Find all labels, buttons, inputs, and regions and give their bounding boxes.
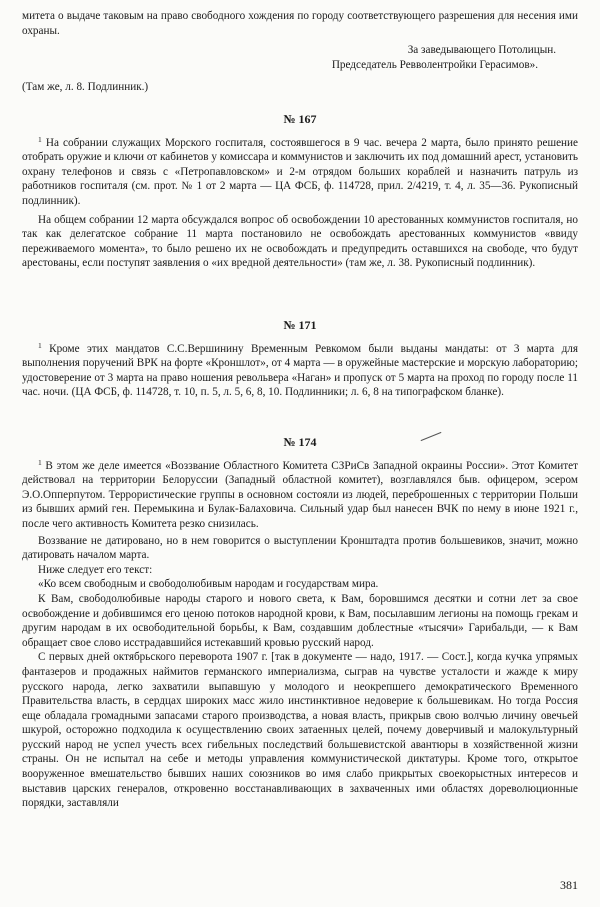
- signature-line-1: За заведывающего Потолицын.: [407, 44, 556, 57]
- intro-block: [22, 9, 578, 95]
- section-heading: № 174: [283, 435, 317, 449]
- source-note: (Там же, л. 8. Подлинник.): [22, 81, 149, 94]
- paragraph: «Ко всем свободным и свободолюбивым народам и государствам мира.: [38, 578, 379, 591]
- paragraph: [22, 459, 578, 532]
- paragraph: [22, 342, 578, 400]
- paragraph: [22, 136, 578, 209]
- footnote-mark: 1: [38, 340, 42, 350]
- section-167: [22, 112, 578, 271]
- paragraph: С первых дней октябрьского переворота 1907 г. [так в документе — надо, 1917. — Сост.], когда кучка упрямых фантазеров и продажных наймитов германского империализма, сыграв на чувстве усталости и жажде к миру русского народа, легко захватили выпавшую у молодого и неокрепшего демократического Временного Правительства власть, в сердцах широких масс жило инстинктивное недоверие к большевикам. Но тогда Россия еще обладала громадными запасами старого производства, а новая власть, прикрыв свою волчью личину овечьей шкурой, осторожно подходила к осуществлению своих затаенных целей, почему доверчивый и малокультурный русский народ не успел учесть всех гибельных последствий большевистской авантюры в хозяйственной жизни страны. Он не испытал на себе и методы управления коммунистической диктатуры. Кроме того, открытое вооруженное вмешательство бывших наших союзников во имя слабо прикрытых своекорыстных интересов и выставив царских генералов, откровенно восстанавливающих в захваченных ими областях дореволюционные порядки, заставляли: [22, 651, 578, 810]
- section-heading: № 167: [283, 112, 317, 126]
- section-171: [22, 318, 578, 400]
- page-number: 381: [560, 878, 578, 892]
- paragraph: Ниже следует его текст:: [38, 563, 153, 576]
- footnote-mark: 1: [38, 457, 42, 467]
- paragraph: К Вам, свободолюбивые народы старого и нового света, к Вам, боровшимся десятки и сотни лет за свое освобождение и добившимся его ценою потоков народной крови, к Вам, посылавшим легионы на помощь грекам и другим народам в их освободительной борьбы, к Вам, создавшим доблестные «тысячи» Гарибальди, — к Вам обращает свое слово исстрадавшийся истекавший кровью русский народ.: [22, 592, 578, 649]
- signature-line-2: Председатель Ревволентройки Герасимов».: [331, 58, 538, 71]
- section-heading: № 171: [283, 318, 317, 332]
- paragraph-text: Кроме этих мандатов С.С.Вершинину Временным Ревкомом были выданы мандаты: от 3 марта для выполнения поручений ВРК на форте «Кроншлот», от 4 марта — в оружейные мастерские и морскую лабораторию; удостоверение от 3 марта на право ношения револьвера «Наган» и пропуск от 5 марта на проход по городу после 11 час. ночи. (ЦА ФСБ, ф. 114728, т. 10, п. 5, л. 5, 6, 8, 10. Подлинники; л. 6, 8 на типографском бланке).: [22, 342, 579, 399]
- paragraph: На общем собрании 12 марта обсуждался вопрос об освобождении 10 арестованных коммунистов госпиталя, но так как делегатское собрание 11 марта постановило не освобождать арестованных коммунистов «ввиду переживаемого момента», то было решено их не освобождать и предупредить оставшихся на свободе, что будут арестованы, если поступят заявления о «их вредной деятельности» (там же, л. 38. Рукописный подлинник).: [22, 213, 578, 270]
- paragraph-text: На собрании служащих Морского госпиталя, состоявшегося в 9 час. вечера 2 марта, было принято решение отобрать оружие и ключи от кабинетов у комиссара и коммунистов и заключить их под домашний арест, установить охрану телефонов и связь с «Петропавловском» и 2-м отрядом больших кораблей и назначить патруль из работников госпиталя (см. прот. № 1 от 2 марта — ЦА ФСБ, ф. 114728, прил. 2/4219, т. 4, л. 35—36. Рукописный подлинник).: [22, 136, 579, 207]
- footnote-mark: 1: [38, 134, 42, 144]
- intro-text: митета о выдаче таковым на право свободного хождения по городу соответствующего разрешения для несения ими охраны.: [22, 10, 578, 37]
- paragraph-text: В этом же деле имеется «Воззвание Областного Комитета СЗРиСв Западной окраины России». Этот Комитет действовал на территории Белоруссии (Западный областной комитет), возглавлялся быв. офицером, эсером Э.О.Опперпутом. Террористические группы в основном состояли из людей, переброшенных с территории Польши из бывших армий ген. Перемыкина и Булак-Балаховича. Сильный удар был нанесен ВЧК по нему в июне 1921 г., после чего активность Комитета резко снизилась.: [22, 459, 579, 530]
- section-174: [22, 435, 578, 811]
- paragraph: Воззвание не датировано, но в нем говорится о выступлении Кронштадта против большевиков, значит, можно датировать началом марта.: [22, 534, 578, 562]
